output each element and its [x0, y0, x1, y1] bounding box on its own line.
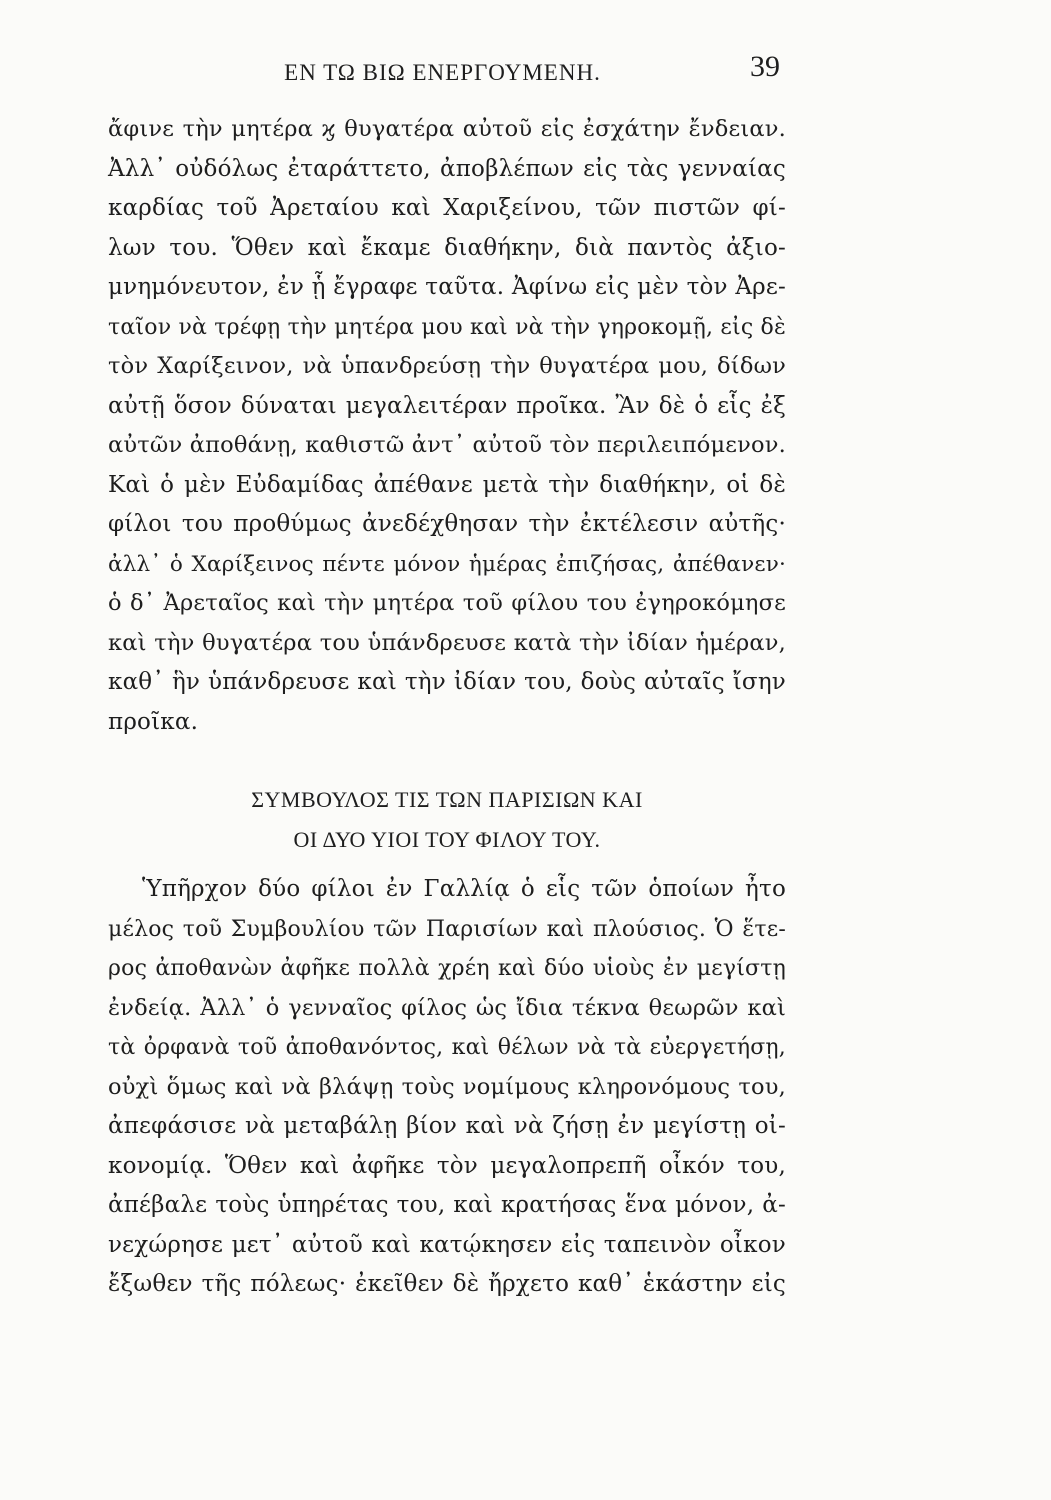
text-line: καρδίας τοῦ Ἀρεταίου καὶ Χαριξείνου, τῶν πιστῶν φί-: [108, 195, 786, 221]
text-line: ἀπέβαλε τοὺς ὑπηρέτας του, καὶ κρατήσας ἕνα μόνον, ἀ-: [108, 1192, 786, 1218]
story-paragraph-2: [108, 870, 786, 1305]
running-title: ΕΝ ΤΩ ΒΙΩ ΕΝΕΡΓΟΥΜΕΝΗ.: [284, 60, 601, 85]
text-line: προῖκα.: [108, 708, 199, 735]
text-line: αὐτῶν ἀποθάνῃ, καθιστῶ ἀντ᾽ αὐτοῦ τὸν περιλειπόμενον.: [108, 432, 786, 458]
text-line: ρος ἀποθανὼν ἀφῆκε πολλὰ χρέη καὶ δύο υἱοὺς ἐν μεγίστῃ: [108, 956, 786, 981]
page-header: [105, 50, 780, 100]
text-line: ἀλλ᾽ ὁ Χαρίξεινος πέντε μόνον ἡμέρας ἐπιζήσας, ἀπέθανεν·: [108, 551, 786, 577]
section-heading: [108, 780, 786, 860]
text-line: μέλος τοῦ Συμβουλίου τῶν Παρισίων καὶ πλούσιος. Ὁ ἕτε-: [108, 916, 786, 942]
text-line: ταῖον νὰ τρέφῃ τὴν μητέρα μου καὶ νὰ τὴν γηροκομῇ, εἰς δὲ: [108, 314, 786, 340]
text-line: τὸν Χαρίξεινον, νὰ ὑπανδρεύσῃ τὴν θυγατέρα μου, δίδων: [108, 353, 786, 379]
text-line: ὁ δ᾽ Ἀρεταῖος καὶ τὴν μητέρα τοῦ φίλου του ἐγηροκόμησε: [108, 590, 786, 616]
text-line: οὐχὶ ὅμως καὶ νὰ βλάψῃ τοὺς νομίμους κληρονόμους του,: [108, 1073, 786, 1100]
text-line: ἄφινε τὴν μητέρα ϗ θυγατέρα αὐτοῦ εἰς ἐσχάτην ἔνδειαν.: [108, 116, 786, 142]
text-line: καὶ τὴν θυγατέρα του ὑπάνδρευσε κατὰ τὴν ἰδίαν ἡμέραν,: [108, 629, 786, 656]
story-paragraph-1: [108, 110, 786, 742]
text-line: λων του. Ὅθεν καὶ ἔκαμε διαθήκην, διὰ παντὸς ἀξιο-: [108, 234, 786, 261]
text-line: τὰ ὀρφανὰ τοῦ ἀποθανόντος, καὶ θέλων νὰ τὰ εὐεργετήσῃ,: [108, 1035, 786, 1060]
text-line: μνημόνευτον, ἐν ᾗ ἔγραφε ταῦτα. Ἀφίνω εἰς μὲν τὸν Ἀρε-: [108, 274, 786, 300]
section-title-line-2: ΟΙ ΔΥΟ ΥΙΟΙ ΤΟΥ ΦΙΛΟΥ ΤΟΥ.: [293, 827, 601, 852]
text-line: φίλοι του προθύμως ἀνεδέχθησαν τὴν ἐκτέλεσιν αὐτῆς·: [108, 511, 786, 537]
text-line: καθ᾽ ἣν ὑπάνδρευσε καὶ τὴν ἰδίαν του, δοὺς αὐταῖς ἴσην: [108, 669, 786, 695]
page-number: 39: [750, 50, 780, 83]
text-line: Ἀλλ᾽ οὐδόλως ἐταράττετο, ἀποβλέπων εἰς τὰς γενναίας: [108, 155, 786, 182]
text-line: ἐνδείᾳ. Ἀλλ᾽ ὁ γενναῖος φίλος ὡς ἴδια τέκνα θεωρῶν καὶ: [108, 994, 786, 1021]
text-line: ἀπεφάσισε νὰ μεταβάλῃ βίον καὶ νὰ ζήσῃ ἐν μεγίστῃ οἰ-: [108, 1113, 786, 1139]
text-line: νεχώρησε μετ᾽ αὐτοῦ καὶ κατῴκησεν εἰς ταπεινὸν οἶκον: [108, 1231, 786, 1258]
text-line: Ὑπῆρχον δύο φίλοι ἐν Γαλλίᾳ ὁ εἷς τῶν ὁποίων ἦτο: [142, 876, 786, 902]
text-line: κονομίᾳ. Ὅθεν καὶ ἀφῆκε τὸν μεγαλοπρεπῆ οἶκόν του,: [108, 1152, 786, 1179]
text-line: ἔξωθεν τῆς πόλεως· ἐκεῖθεν δὲ ἤρχετο καθ᾽ ἑκάστην εἰς: [108, 1271, 786, 1297]
text-line: Καὶ ὁ μὲν Εὐδαμίδας ἀπέθανε μετὰ τὴν διαθήκην, οἱ δὲ: [108, 471, 786, 498]
text-line: αὐτῇ ὅσον δύναται μεγαλειτέραν προῖκα. Ἂν δὲ ὁ εἷς ἐξ: [108, 392, 786, 419]
section-title-line-1: ΣΥΜΒΟΥΛΟΣ ΤΙΣ ΤΩΝ ΠΑΡΙΣΙΩΝ ΚΑΙ: [251, 787, 643, 812]
